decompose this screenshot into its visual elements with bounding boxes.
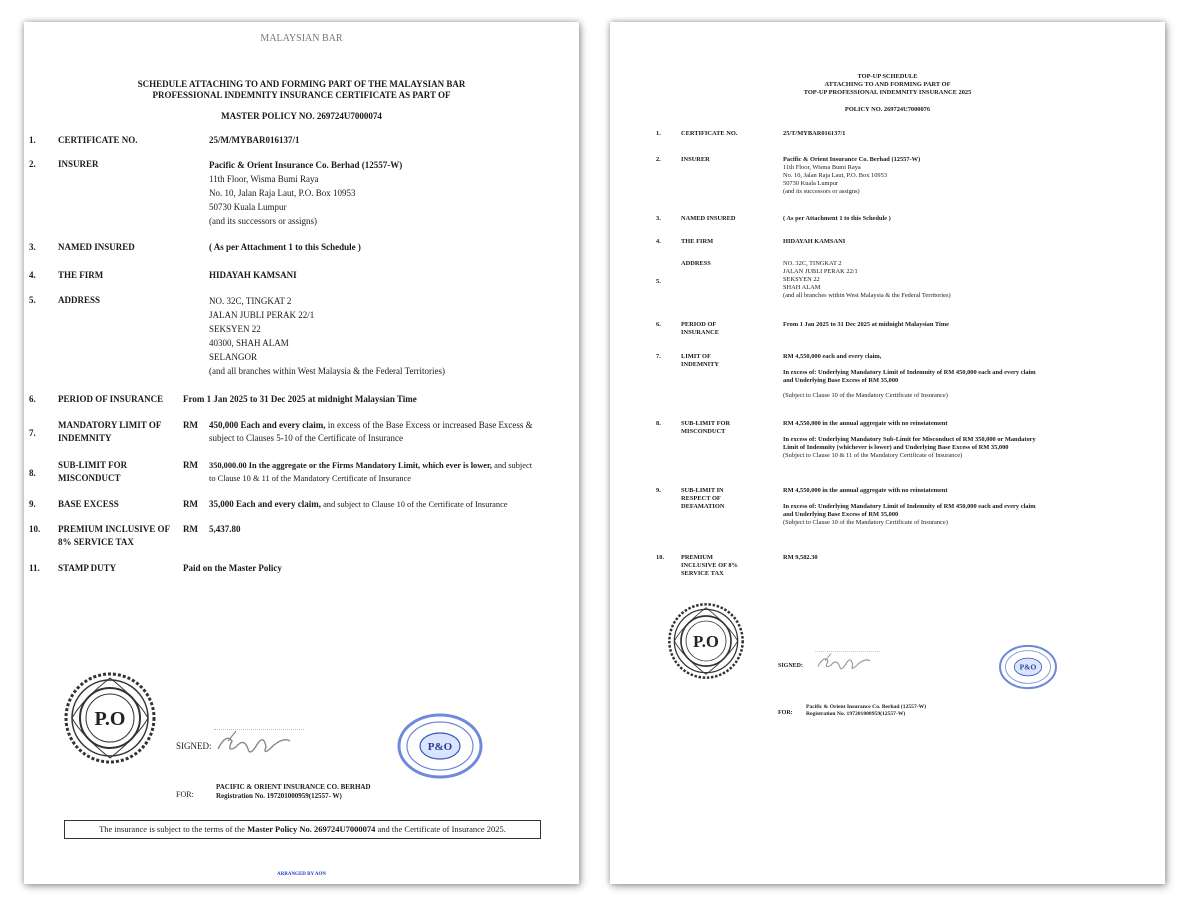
item-number: 4. [29,270,36,280]
item-number: 5. [656,278,661,285]
notice-policy-number: Master Policy No. 269724U7000074 [247,824,376,834]
item-label: PREMIUM INCLUSIVE OF [58,524,171,534]
for-registration: Registration No. 197201000959(12557-W) [806,711,906,717]
currency-label: RM [183,524,198,534]
item-number: 6. [29,394,36,404]
signature [815,650,873,679]
item-number: 8. [29,468,36,478]
item-label: PREMIUM [681,554,713,561]
misconduct-excess: Limit of Indemnity (whichever is lower) and Underlying Base Excess of RM 35,000 [783,444,1009,451]
document-page-2 [610,22,1165,884]
item-value: ( As per Attachment 1 to this Schedule ) [209,242,361,252]
insurer-address-line: No. 10, Jalan Raja Laut, P.O. Box 10953 [209,188,356,198]
item-value: From 1 Jan 2025 to 31 Dec 2025 at midnight Malaysian Time [783,321,949,328]
item-number: 9. [29,499,36,509]
limit-note: (Subject to Clause 10 of the Mandatory Certificate of Insurance) [783,392,948,399]
insurer-address-line: 50730 Kuala Lumpur [783,180,839,187]
seal-graphic [62,670,158,766]
notice-text: The insurance is subject to the terms of the [99,824,248,834]
item-label: THE FIRM [58,270,104,280]
company-seal [62,670,158,766]
currency-label: RM [183,460,198,470]
item-label: INDEMNITY [58,433,112,443]
mandatory-amount: 450,000 Each and every claim, [209,420,326,430]
currency-label: RM [183,420,198,430]
item-label: PERIOD OF INSURANCE [58,394,164,404]
address-line: SHAH ALAM [783,284,821,291]
premium-amount: RM 9,582.30 [783,554,818,561]
seal-lettering: P.O [94,708,126,730]
item-number: 5. [29,295,36,305]
address-line: NO. 32C, TINGKAT 2 [209,296,292,306]
signature-line [214,729,304,730]
item-label: SERVICE TAX [681,570,724,577]
item-label: RESPECT OF [681,495,721,502]
topup-title-line3: TOP-UP PROFESSIONAL INDEMNITY INSURANCE 2025 [803,89,972,96]
topup-title-line1: TOP-UP SCHEDULE [857,73,918,80]
stamp-lettering: P&O [1019,662,1037,672]
limit-amount: RM 4,550,000 each and every claim, [783,353,882,360]
item-label: SUB-LIMIT FOR [58,460,128,470]
address-line: SEKSYEN 22 [783,276,820,283]
misconduct-excess: In excess of: Underlying Mandatory Sub-Limit for Misconduct of RM 350,000 or Mandatory [783,436,1036,443]
item-number: 10. [656,554,664,561]
seal-graphic [666,600,746,682]
schedule-title-line1: SCHEDULE ATTACHING TO AND FORMING PART OF THE MALAYSIAN BAR [137,79,466,89]
item-label: NAMED INSURED [681,215,736,222]
item-value: Paid on the Master Policy [183,563,282,573]
item-label: THE FIRM [681,238,714,245]
misconduct-amount: RM 4,550,000 in the annual aggregate with no reinstatement [783,420,948,427]
arranged-by: ARRANGED BY AON [277,872,326,877]
address-line: 40300, SHAH ALAM [209,338,289,348]
item-label: ADDRESS [681,260,711,267]
item-number: 1. [29,135,36,145]
for-label: FOR: [176,790,194,799]
stamp-graphic [396,712,484,780]
item-value: 25/T/MYBAR016137/1 [783,130,846,137]
for-registration: Registration No. 197201000959(12557- W) [216,792,342,800]
item-label: NAMED INSURED [58,242,135,252]
insurer-name: Pacific & Orient Insurance Co. Berhad (12557-W) [783,156,921,163]
mandatory-terms: in excess of the Base Excess or increased Base Excess & [325,420,533,430]
item-label: DEFAMATION [681,503,725,510]
signed-label: SIGNED: [778,663,804,669]
signature-line [815,651,880,652]
item-label: LIMIT OF [681,353,711,360]
premium-amount: 5,437.80 [209,524,241,534]
item-label: CERTIFICATE NO. [681,130,738,137]
topup-title-line2: ATTACHING TO AND FORMING PART OF [824,81,951,88]
item-value: From 1 Jan 2025 to 31 Dec 2025 at midnight Malaysian Time [183,394,417,404]
notice-text: and the Certificate of Insurance 2025. [375,824,506,834]
item-number: 9. [656,487,661,494]
company-seal [666,600,746,682]
item-number: 7. [656,353,661,360]
sublimit-clause: to Clause 10 & 11 of the Mandatory Certificate of Insurance [209,474,412,483]
item-label: BASE EXCESS [58,499,119,509]
item-label: MISCONDUCT [681,428,726,435]
master-policy-title: MASTER POLICY NO. 269724U7000074 [221,111,382,121]
seal-lettering: P.O [693,631,719,651]
insurer-address-line: 11th Floor, Wisma Bumi Raya [783,164,861,171]
item-number: 4. [656,238,661,245]
stamp-graphic [998,642,1058,692]
topup-policy-title: POLICY NO. 269724U7000076 [844,106,931,113]
limit-excess: In excess of: Underlying Mandatory Limit of Indemnity of RM 450,000 each and every claim [783,369,1036,376]
address-line: JALAN JUBLI PERAK 22/1 [209,310,315,320]
item-label: PERIOD OF [681,321,717,328]
stamp-lettering: P&O [427,741,453,753]
insurer-name: Pacific & Orient Insurance Co. Berhad (12557-W) [209,160,403,170]
item-label: 8% SERVICE TAX [58,537,134,547]
item-number: 2. [656,156,661,163]
item-label: INSURANCE [681,329,719,336]
item-label: INSURER [681,156,710,163]
address-line: SEKSYEN 22 [209,324,261,334]
item-value: HIDAYAH KAMSANI [209,270,297,280]
item-label: INSURER [58,159,99,169]
defamation-excess: and Underlying Base Excess of RM 35,000 [783,511,899,518]
signature-graphic [214,727,294,761]
item-value: 25/M/MYBAR016137/1 [209,135,300,145]
item-number: 11. [29,563,40,573]
base-excess-terms: and subject to Clause 10 of the Certificate of Insurance [321,500,508,509]
item-label: INCLUSIVE OF 8% [681,562,738,569]
insurer-address-line: 50730 Kuala Lumpur [209,202,287,212]
insurer-address-line: (and its successors or assigns) [209,216,317,226]
item-number: 8. [656,420,661,427]
company-stamp [998,642,1058,695]
item-label: INDEMNITY [681,361,719,368]
insurer-address-line: 11th Floor, Wisma Bumi Raya [209,174,319,184]
for-company: PACIFIC & ORIENT INSURANCE CO. BERHAD [216,783,371,791]
item-label: STAMP DUTY [58,563,117,573]
insurer-address-line: (and its successors or assigns) [783,188,860,195]
signature-graphic [815,650,873,676]
item-value: ( As per Attachment 1 to this Schedule ) [783,215,891,222]
item-label: SUB-LIMIT FOR [681,420,731,427]
company-stamp [396,712,484,784]
item-label: MANDATORY LIMIT OF [58,420,162,430]
item-label: MISCONDUCT [58,473,121,483]
item-label: ADDRESS [58,295,101,305]
for-label: FOR: [778,710,793,716]
insurer-address-line: No. 10, Jalan Raja Laut, P.O. Box 10953 [783,172,888,179]
signature [214,727,294,765]
item-number: 10. [29,524,41,534]
item-number: 3. [29,242,36,252]
mandatory-clause: subject to Clauses 5-10 of the Certificate of Insurance [209,433,403,443]
item-label: CERTIFICATE NO. [58,135,138,145]
sublimit-amount: 350,000.00 In the aggregate or the Firms Mandatory Limit, which ever is lower, [209,461,493,470]
item-value: HIDAYAH KAMSANI [783,238,846,245]
address-line: NO. 32C, TINGKAT 2 [783,260,842,267]
item-number: 7. [29,428,36,438]
item-number: 6. [656,321,661,328]
item-number: 3. [656,215,661,222]
document-page-1 [24,22,579,884]
address-line: (and all branches within West Malaysia & the Federal Territories) [783,292,951,299]
item-number: 2. [29,159,36,169]
defamation-excess: In excess of: Underlying Mandatory Limit of Indemnity of RM 450,000 each and every claim [783,503,1036,510]
address-line: SELANGOR [209,352,258,362]
address-line: (and all branches within West Malaysia & the Federal Territories) [209,366,445,376]
sublimit-terms: and subject [492,461,533,470]
limit-excess: and Underlying Base Excess of RM 35,000 [783,377,899,384]
currency-label: RM [183,499,198,509]
bar-header: MALAYSIAN BAR [260,33,343,44]
defamation-note: (Subject to Clause 10 of the Mandatory Certificate of Insurance) [783,519,948,526]
for-company: Pacific & Orient Insurance Co. Berhad (12557-W) [806,704,927,710]
base-excess-amount: 35,000 Each and every claim, [209,499,321,509]
master-policy-notice [64,820,541,839]
defamation-amount: RM 4,550,000 in the annual aggregate with no reinstatement [783,487,948,494]
misconduct-note: (Subject to Clause 10 & 11 of the Mandatory Certificate of Insurance) [783,452,963,459]
address-line: JALAN JUBLI PERAK 22/1 [783,268,858,275]
item-number: 1. [656,130,661,137]
schedule-title-line2: PROFESSIONAL INDEMNITY INSURANCE CERTIFICATE AS PART OF [152,90,451,100]
item-label: SUB-LIMIT IN [681,487,724,494]
signed-label: SIGNED: [176,741,212,751]
